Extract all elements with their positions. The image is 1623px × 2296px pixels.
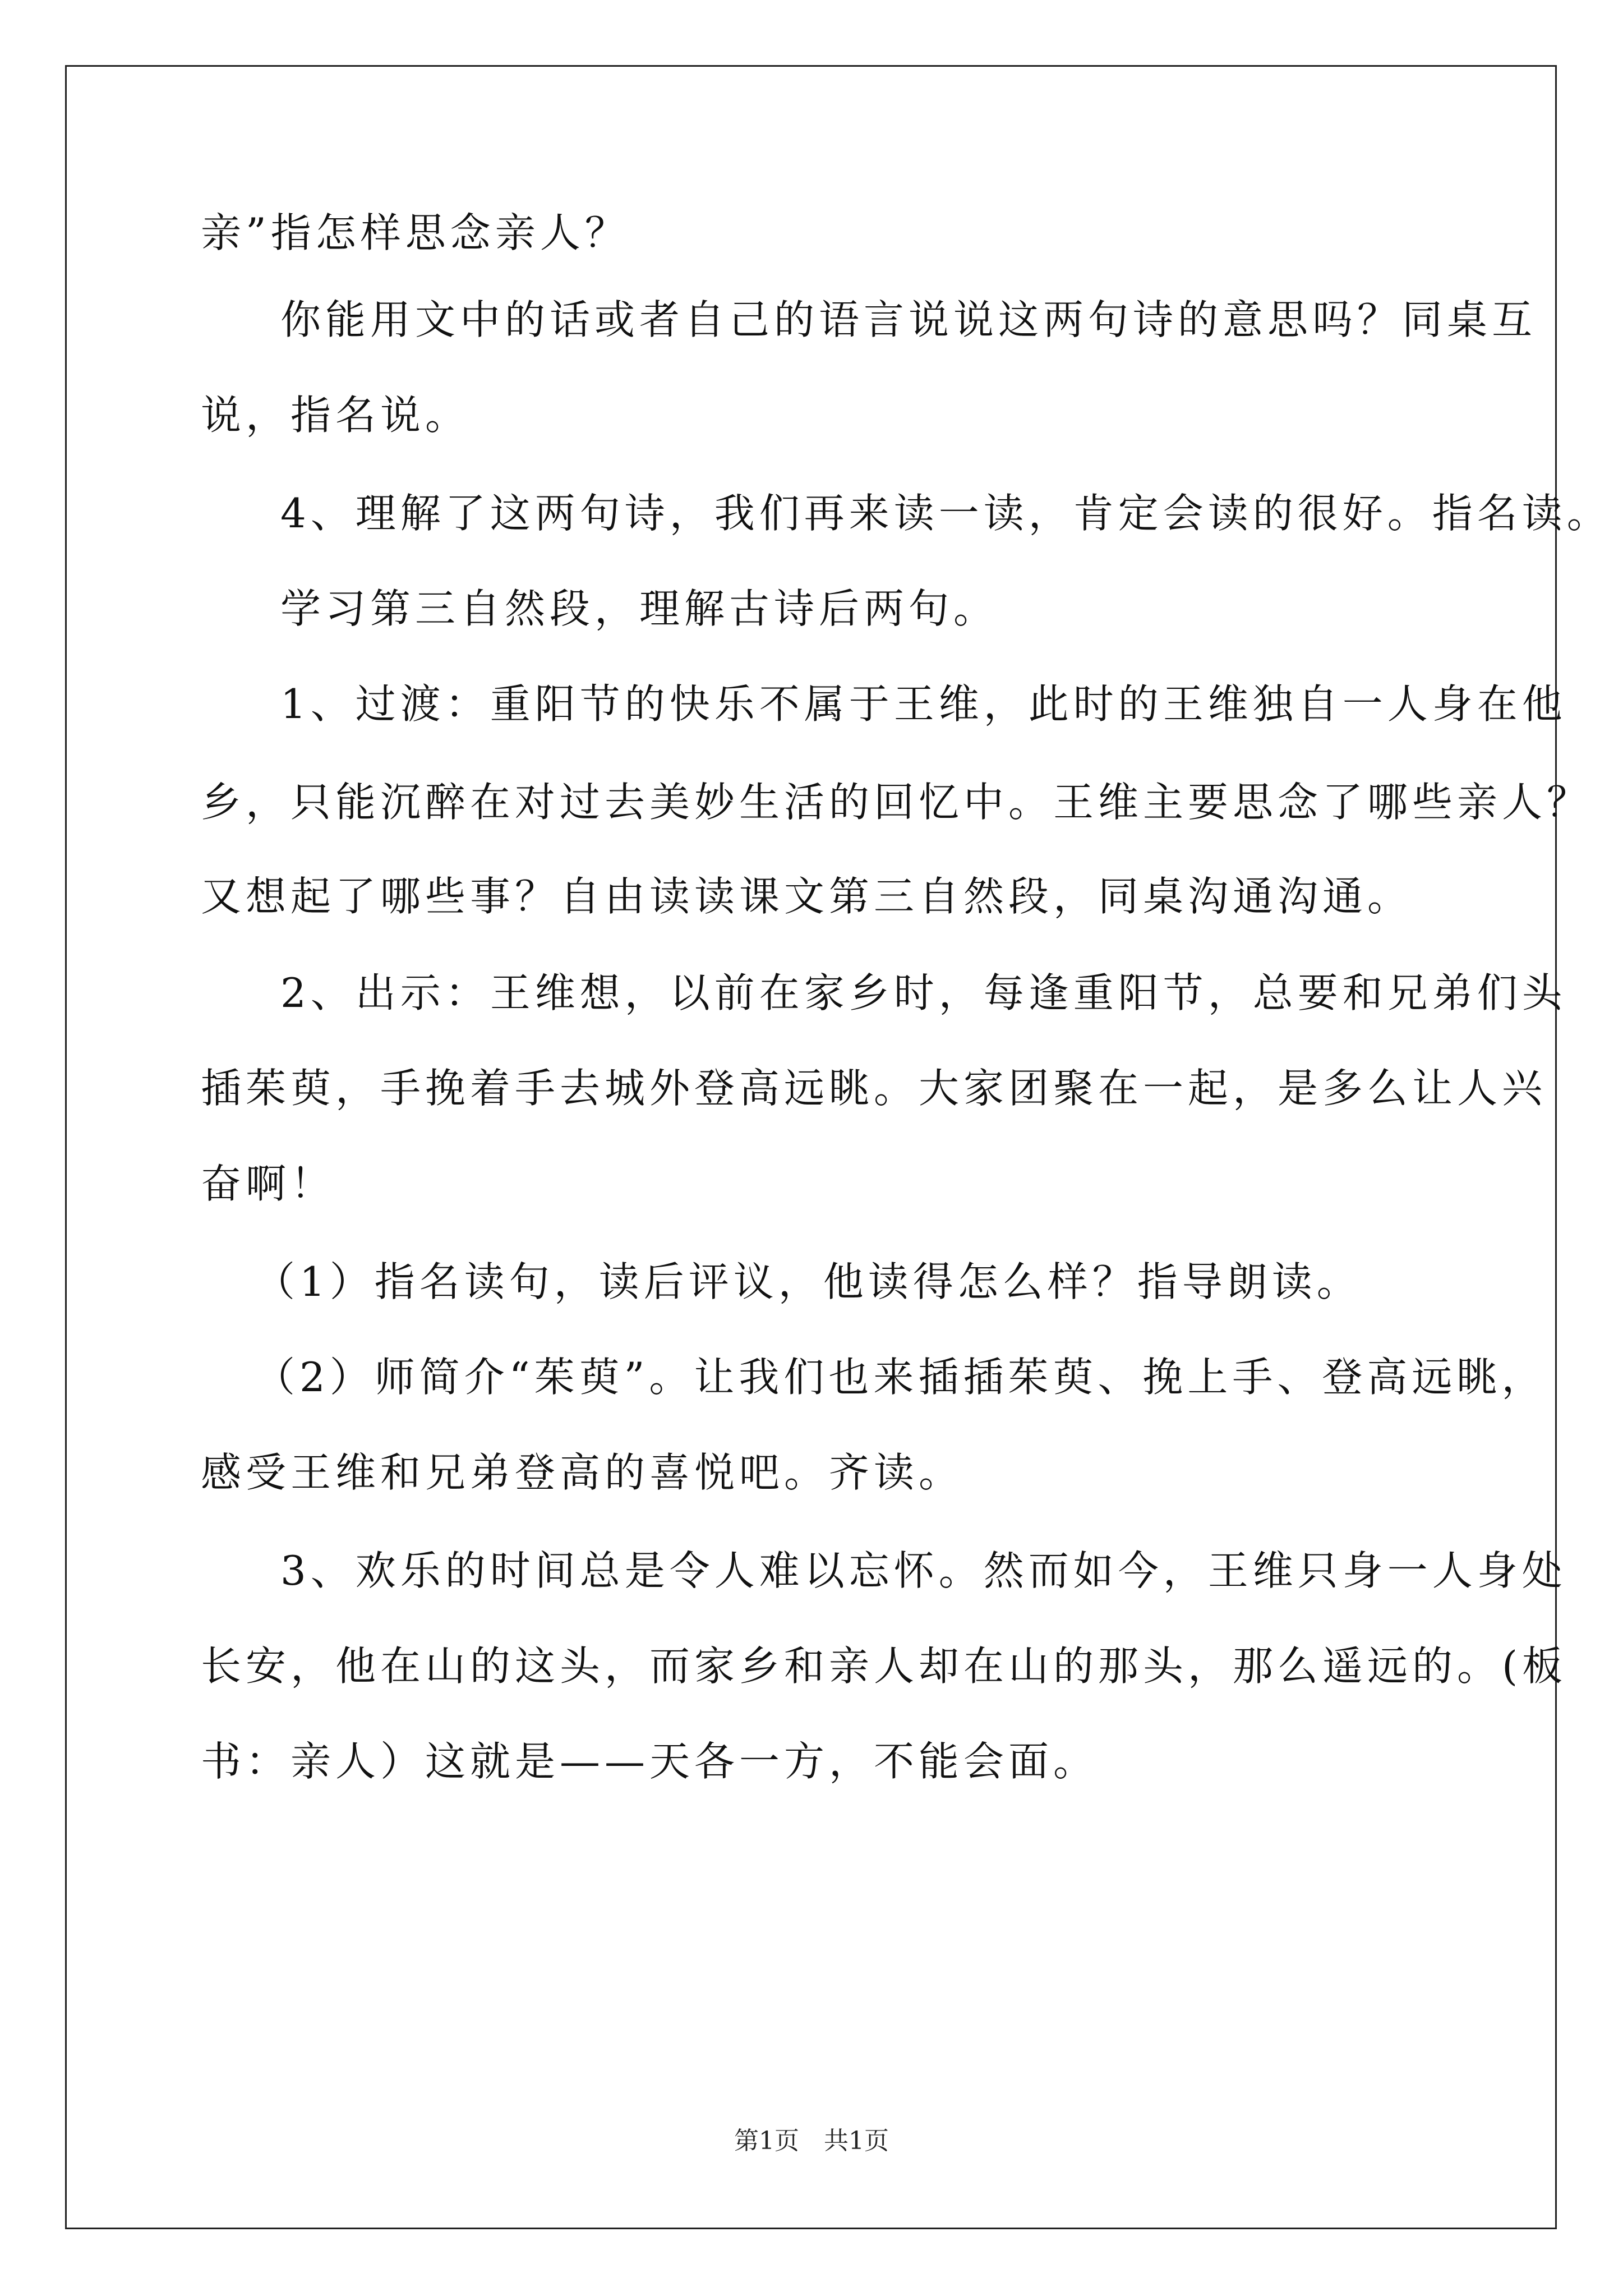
text-line: 3、欢乐的时间总是令人难以忘怀。然而如今，王维只身一人身处 — [280, 1547, 1567, 1594]
text-line: 说，指名说。 — [201, 392, 471, 439]
text-line: 又想起了哪些事？自由读读课文第三自然段，同桌沟通沟通。 — [201, 873, 1413, 920]
text-line: 奋啊！ — [201, 1160, 336, 1207]
text-line: 长安，他在山的这头，而家乡和亲人却在山的那头，那么遥远的。(板 — [201, 1642, 1567, 1690]
text-line: 1、过渡：重阳节的快乐不属于王维，此时的王维独自一人身在他 — [280, 680, 1567, 728]
text-line: 书：亲人）这就是——天各一方，不能会面。 — [201, 1738, 1099, 1785]
page-footer: 第1页 共1页 — [734, 2127, 889, 2155]
text-line: 亲”指怎样思念亲人？ — [201, 209, 630, 256]
text-line: 感受王维和兄弟登高的喜悦吧。齐读。 — [201, 1449, 964, 1496]
text-line: 4、理解了这两句诗，我们再来读一读，肯定会读的很好。指名读。 — [280, 490, 1612, 537]
text-line: 学习第三自然段，理解古诗后两句。 — [280, 585, 999, 632]
text-line: 你能用文中的话或者自己的语言说说这两句诗的意思吗？同桌互 — [280, 296, 1537, 343]
text-line: （1）指名读句，读后评议，他读得怎么样？指导朗读。 — [255, 1258, 1362, 1305]
text-line: （2）师简介“茱萸”。让我们也来插插茱萸、挽上手、登高远眺， — [255, 1354, 1547, 1401]
text-line: 插茱萸，手挽着手去城外登高远眺。大家团聚在一起，是多么让人兴 — [201, 1065, 1547, 1112]
text-line: 2、出示：王维想，以前在家乡时，每逢重阳节，总要和兄弟们头 — [280, 969, 1567, 1016]
text-line: 乡，只能沉醉在对过去美妙生活的回忆中。王维主要思念了哪些亲人？ — [201, 779, 1592, 826]
